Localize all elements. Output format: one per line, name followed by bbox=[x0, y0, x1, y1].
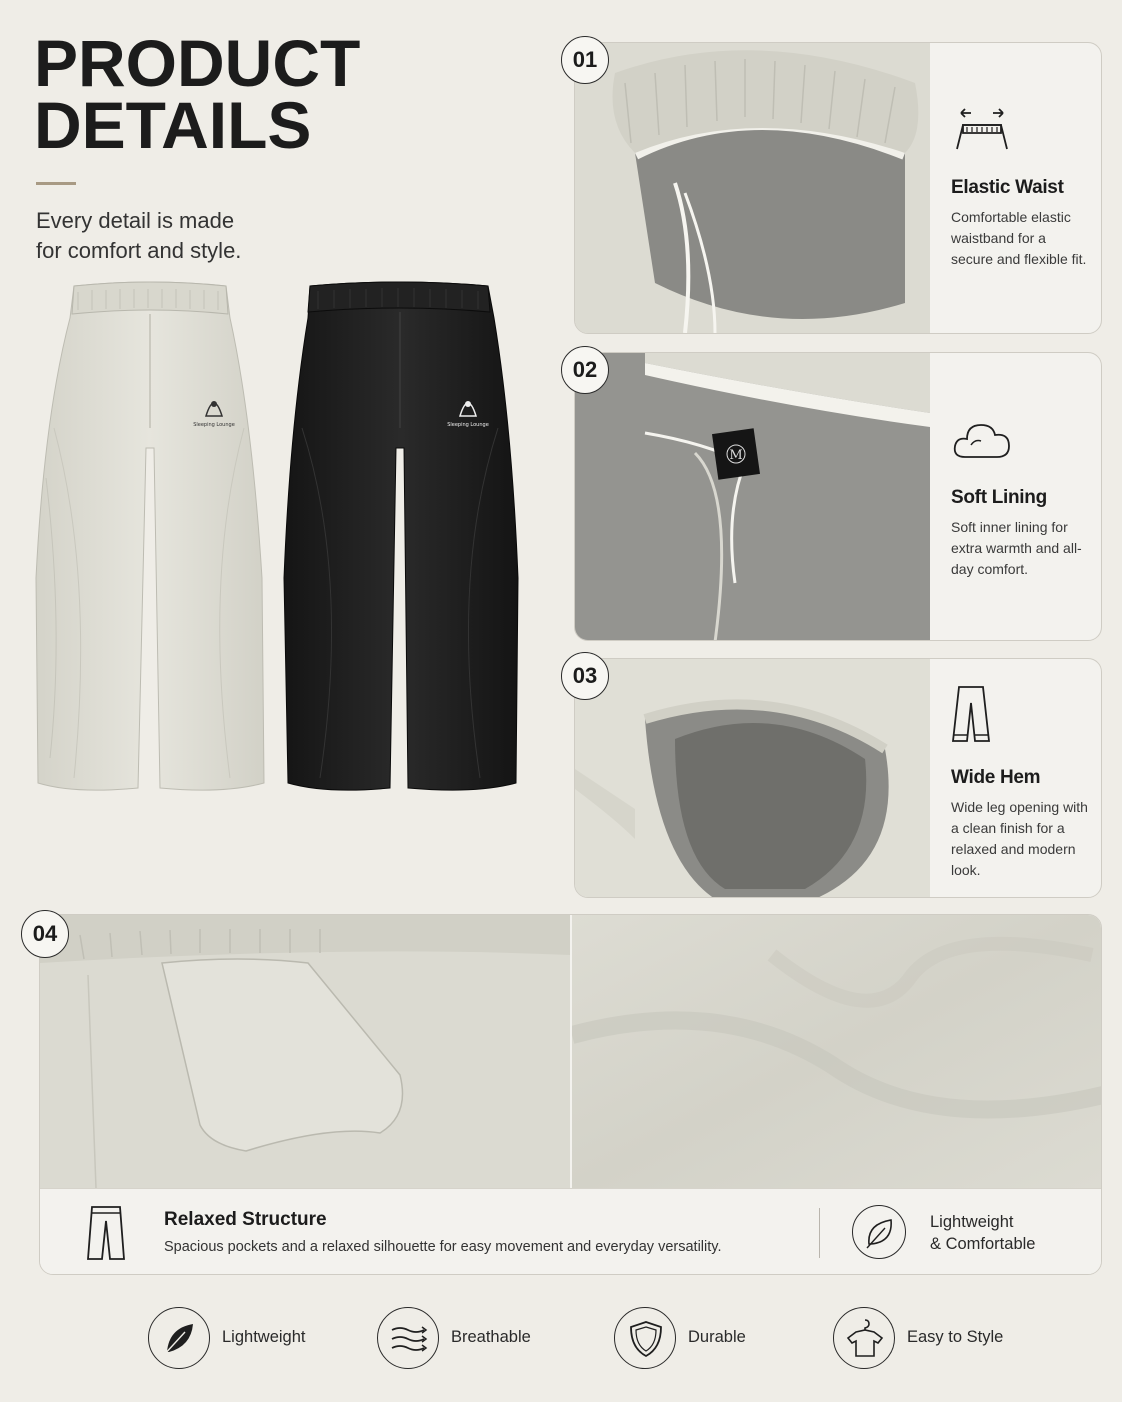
title-line-2: DETAILS bbox=[34, 88, 312, 162]
soft-lining-photo bbox=[575, 353, 930, 640]
title-divider bbox=[36, 182, 76, 185]
light-pants-image bbox=[34, 278, 266, 798]
elastic-waist-title: Elastic Waist bbox=[951, 177, 1064, 198]
title-line-1: PRODUCT bbox=[34, 26, 361, 100]
leaf-icon bbox=[852, 1205, 906, 1259]
pants-outline-icon bbox=[86, 1205, 126, 1261]
detail-card-wide-hem bbox=[574, 658, 1102, 898]
detail-badge-02: 02 bbox=[561, 346, 609, 394]
fabric-texture-photo bbox=[572, 915, 1102, 1188]
wide-pants-icon bbox=[951, 685, 991, 747]
feature-label: Durable bbox=[688, 1328, 746, 1346]
lightweight-comfortable-label bbox=[930, 1211, 1035, 1255]
shield-icon bbox=[614, 1307, 676, 1369]
bar-divider bbox=[819, 1208, 820, 1258]
detail-badge-01: 01 bbox=[561, 36, 609, 84]
subtitle-line-2: for comfort and style. bbox=[36, 238, 242, 263]
waistband-icon bbox=[951, 105, 1013, 157]
relaxed-structure-bar bbox=[40, 1188, 1101, 1275]
page-title bbox=[34, 26, 361, 162]
wide-hem-title: Wide Hem bbox=[951, 767, 1041, 788]
soft-lining-info bbox=[951, 353, 1091, 580]
feature-label: Easy to Style bbox=[907, 1328, 1004, 1346]
comfortable-line: & Comfortable bbox=[930, 1235, 1036, 1253]
elastic-waist-description: Comfortable elastic waistband for a secure and flexible fit. bbox=[951, 209, 1087, 267]
light-pants-logo-text: Sleeping Lounge bbox=[193, 422, 235, 428]
wide-hem-description: Wide leg opening with a clean finish for a relaxed and modern look. bbox=[951, 799, 1088, 878]
black-pants-logo-text: Sleeping Lounge bbox=[447, 422, 489, 428]
feather-icon bbox=[148, 1307, 210, 1369]
relaxed-structure-title: Relaxed Structure bbox=[164, 1209, 327, 1230]
tshirt-hanger-icon bbox=[833, 1307, 895, 1369]
detail-card-soft-lining bbox=[574, 352, 1102, 641]
soft-lining-description: Soft inner lining for extra warmth and all-day comfort. bbox=[951, 519, 1082, 577]
detail-badge-03: 03 bbox=[561, 652, 609, 700]
wide-hem-photo bbox=[575, 659, 930, 897]
elastic-waist-photo bbox=[575, 43, 930, 333]
pocket-closeup-photo bbox=[40, 915, 570, 1188]
page-subtitle bbox=[36, 206, 296, 266]
cloud-icon bbox=[951, 415, 1015, 467]
relaxed-structure-description: Spacious pockets and a relaxed silhouette for easy movement and everyday versatility. bbox=[164, 1239, 722, 1255]
elastic-waist-info bbox=[951, 43, 1091, 270]
feature-label: Lightweight bbox=[222, 1328, 306, 1346]
black-pants-image bbox=[280, 278, 520, 798]
detail-card-elastic-waist bbox=[574, 42, 1102, 334]
lightweight-line: Lightweight bbox=[930, 1213, 1014, 1231]
feature-label: Breathable bbox=[451, 1328, 531, 1346]
wide-hem-info bbox=[951, 659, 1091, 881]
subtitle-line-1: Every detail is made bbox=[36, 208, 235, 233]
size-tag-letter: M bbox=[729, 448, 743, 463]
detail-badge-04: 04 bbox=[21, 910, 69, 958]
soft-lining-title: Soft Lining bbox=[951, 487, 1047, 508]
relaxed-structure-section bbox=[39, 914, 1102, 1275]
air-flow-icon bbox=[377, 1307, 439, 1369]
